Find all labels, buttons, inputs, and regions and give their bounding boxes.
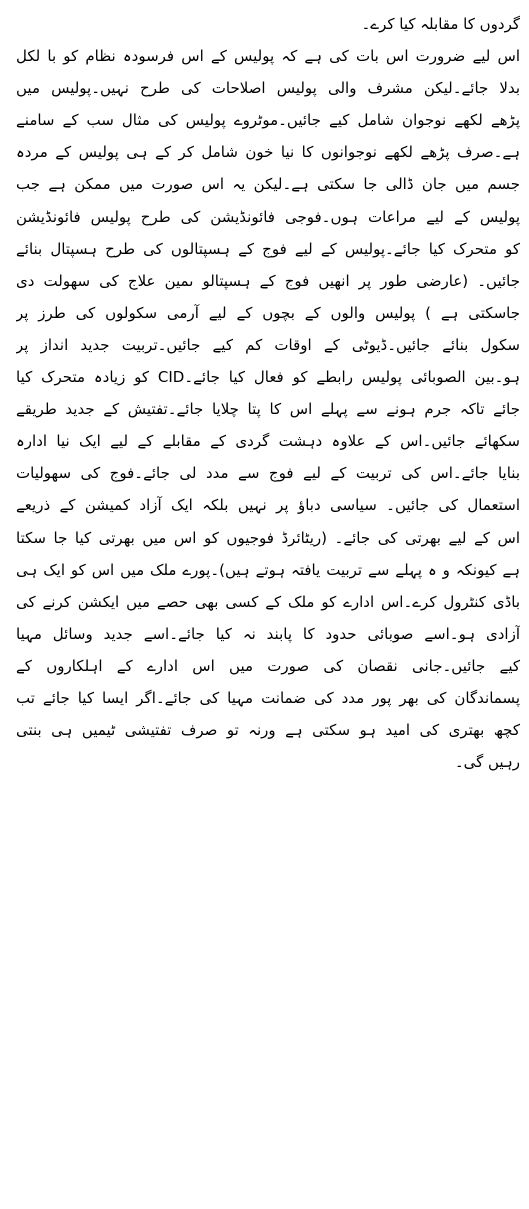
text-line: جائے تاکہ جرم ہونے سے پہلے اس کا پتا چلایا جائے۔تفتیش کے جدید طریقے	[16, 400, 520, 419]
text-line: کیے جائیں۔جانی نقصان کی صورت میں اس ادارے کے اہلکاروں کے	[16, 656, 520, 675]
text-line: رہیں گی۔	[454, 753, 520, 772]
text-line: گردوں کا مقابلہ کیا کرے۔	[361, 15, 520, 33]
text-line: کچھ بھتری کی امید ہو سکتی ہے ورنہ تو صرف تفتیشی ٹیمیں ہی بنتی	[16, 721, 520, 740]
text-line: ہو۔بین الصوبائی پولیس رابطے کو فعال کیا جائے۔CID کو زیادہ متحرک کیا	[16, 368, 520, 387]
text-line: بدلا جائے۔لیکن مشرف والی پولیس اصلاحات کی طرح نہیں۔پولیس میں	[16, 79, 520, 98]
text-line: باڈی کنٹرول کرے۔اس ادارے کو ملک کے کسی بھی حصے میں ایکشن کرنے کی	[16, 592, 520, 611]
text-line: سکھائے جائیں۔اس کے علاوہ دہشت گردی کے مقابلے کے لیے ایک نیا ادارہ	[16, 432, 520, 451]
text-line: جسم میں جان ڈالی جا سکتی ہے۔لیکن یہ اس صورت میں ممکن ہے جب	[16, 175, 520, 194]
text-line: جائیں۔ (عارضی طور پر انھیں فوج کے ہسپتالو ںمین علاج کی سھولت دی	[16, 271, 520, 290]
text-line: آزادی ہو۔اسے صوبائی حدود کا پابند نہ کیا جائے۔اسے جدید وسائل مہیا	[16, 624, 520, 643]
text-line: پڑھے لکھے نوجوان شامل کیے جائیں۔موٹروے پولیس کی مثال سب کے سامنے	[16, 111, 520, 130]
urdu-text-body	[16, 6, 520, 776]
text-line: بنایا جائے۔اس کی تربیت کے لیے فوج سے مدد لی جائے۔فوج کی سھولیات	[16, 464, 520, 483]
text-line: سکول بنائے جائیں۔ڈیوٹی کے اوقات کم کیے جائیں۔تربیت جدید انداز پر	[16, 335, 520, 354]
text-line: ہے۔صرف پڑھے لکھے نوجوانوں کا نیا خون شامل کر کے ہی پولیس کے مردہ	[16, 143, 520, 162]
text-line: اس لیے ضرورت اس بات کی ہے کہ پولیس کے اس فرسودہ نظام کو با لکل	[16, 47, 520, 66]
text-line: جاسکتی ہے ) پولیس والوں کے بچوں کے لیے آرمی سکولوں کی طرز پر	[16, 303, 520, 322]
text-line: کو متحرک کیا جائے۔پولیس کے لیے فوج کے ہسپتالوں کی طرح ہسپتال بنائے	[16, 239, 520, 258]
text-line: پسماندگان کی بھر پور مدد کی ضمانت مہیا کی جائے۔اگر ایسا کیا جائے تب	[16, 688, 520, 707]
text-line: اس کے لیے بھرتی کی جائے۔ (ریٹائرڈ فوجیوں کو اس میں بھرتی کیا جا سکتا	[16, 528, 520, 547]
text-line: استعمال کی جائیں۔ سیاسی دباؤ پر نہیں بلکہ ایک آزاد کمیشن کے ذریعے	[16, 496, 520, 515]
text-line: پولیس کے لیے مراعات ہوں۔فوجی فائونڈیشن کی طرح پولیس فائونڈیشن	[16, 207, 520, 226]
text-line: ہے کیونکہ و ہ پہلے سے تربیت یافتہ ہوتے ہیں)۔پورے ملک میں اس کو ایک ہی	[16, 560, 520, 579]
